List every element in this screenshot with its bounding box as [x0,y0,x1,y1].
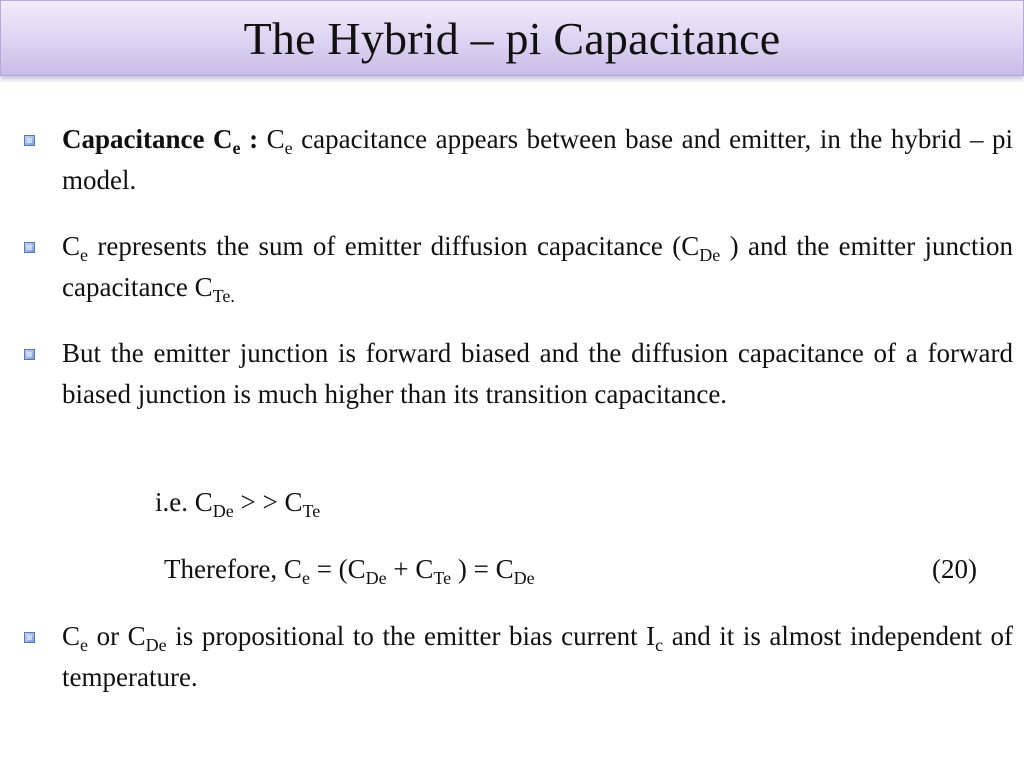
bold-label: Capacitance $C_e$ : [62,124,259,158]
bullet-forward-biased: But the emitter junction is forward biased and the diffusion capacitance of a forward biased junction is much higher than its transition capacitance. [62,338,1013,409]
bullet-capacitance-ce: Capacitance $C_e$ : $C_e$ capacitance appears between base and emitter, in the hybrid – pi model. [62,124,1013,195]
equation-cde-gg-cte: i.e. $C_{De}$ > > $C_{Te}$ [155,487,321,521]
bullet-ce-represents: $C_e$ represents the sum of emitter diffusion capacitance ($C_{De}$ ) and the emitter junction capacitance $C_{Te.}$ [62,231,1013,306]
square-bullet-icon [24,349,35,360]
slide-title: The Hybrid – pi Capacitance [243,12,781,64]
equation-ce: Therefore, $C_e = (C_{De} + C_{Te}$ ) = $C_{De}$ [164,554,535,588]
square-bullet-icon [24,135,35,146]
square-bullet-icon [24,242,35,253]
square-bullet-icon [24,632,35,643]
equation-number: (20) [932,554,977,584]
bullet-ce-or-cde: $C_e$ or $C_{De}$ is propositional to the emitter bias current $I_c$ and it is almost independent of temperature. [62,621,1014,692]
